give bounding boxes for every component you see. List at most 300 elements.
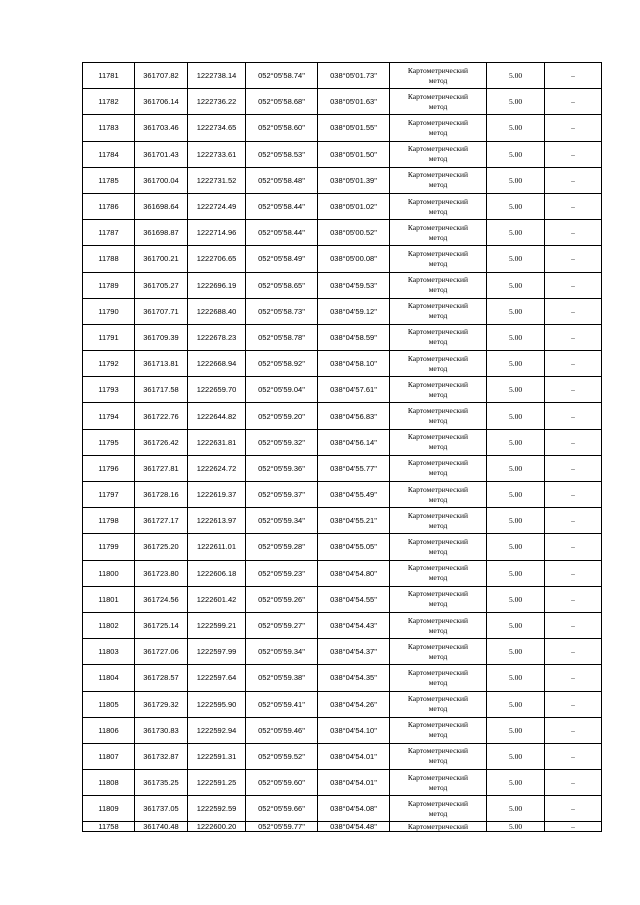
latitude-cell: 052°05'59.34": [246, 508, 318, 534]
latitude-cell: 052°05'59.27": [246, 612, 318, 638]
longitude-cell: 038°05'01.63": [318, 89, 390, 115]
x-coordinate-cell: 361740.48: [135, 822, 188, 832]
note-cell: –: [545, 612, 602, 638]
y-coordinate-cell: 1222678.23: [188, 324, 246, 350]
y-coordinate-cell: 1222738.14: [188, 63, 246, 89]
table-row: [83, 822, 602, 832]
longitude-cell: 038°04'55.05": [318, 534, 390, 560]
accuracy-cell: 5.00: [487, 377, 545, 403]
longitude-cell: 038°05'01.50": [318, 141, 390, 167]
latitude-cell: 052°05'59.36": [246, 455, 318, 481]
method-line-1: Картометрический: [407, 222, 469, 232]
x-coordinate-cell: 361727.81: [135, 455, 188, 481]
accuracy-cell: 5.00: [487, 665, 545, 691]
table-row: [83, 63, 602, 89]
accuracy-cell: 5.00: [487, 691, 545, 717]
table-row: [83, 717, 602, 743]
note-cell: –: [545, 403, 602, 429]
accuracy-cell: 5.00: [487, 612, 545, 638]
x-coordinate-cell: 361698.64: [135, 193, 188, 219]
method-cell: [390, 193, 487, 219]
longitude-cell: 038°04'54.01": [318, 743, 390, 769]
note-cell: –: [545, 220, 602, 246]
method-line-1: Картометрический: [407, 510, 469, 520]
longitude-cell: 038°04'56.83": [318, 403, 390, 429]
table-row: [83, 167, 602, 193]
point-number-cell: 11788: [83, 246, 135, 272]
method-line-1: Картометрический: [407, 432, 469, 442]
point-number-cell: 11795: [83, 429, 135, 455]
x-coordinate-cell: 361723.80: [135, 560, 188, 586]
x-coordinate-cell: 361717.58: [135, 377, 188, 403]
accuracy-cell: 5.00: [487, 482, 545, 508]
longitude-cell: 038°04'54.10": [318, 717, 390, 743]
accuracy-cell: 5.00: [487, 351, 545, 377]
latitude-cell: 052°05'59.26": [246, 586, 318, 612]
point-number-cell: 11798: [83, 508, 135, 534]
longitude-cell: 038°04'58.59": [318, 324, 390, 350]
method-line-1: Картометрический: [407, 301, 469, 311]
table-row: [83, 89, 602, 115]
latitude-cell: 052°05'58.53": [246, 141, 318, 167]
note-cell: –: [545, 508, 602, 534]
accuracy-cell: 5.00: [487, 63, 545, 89]
y-coordinate-cell: 1222714.96: [188, 220, 246, 246]
x-coordinate-cell: 361725.14: [135, 612, 188, 638]
table-row: [83, 743, 602, 769]
method-cell: [390, 115, 487, 141]
x-coordinate-cell: 361728.57: [135, 665, 188, 691]
method-line-2: метод: [428, 258, 448, 268]
method-line-1: Картометрический: [407, 484, 469, 494]
latitude-cell: 052°05'58.44": [246, 220, 318, 246]
note-cell: –: [545, 796, 602, 822]
method-line-2: метод: [428, 651, 448, 661]
point-number-cell: 11803: [83, 639, 135, 665]
x-coordinate-cell: 361707.71: [135, 298, 188, 324]
method-cell: [390, 534, 487, 560]
method-cell: [390, 743, 487, 769]
method-line-2: метод: [428, 520, 448, 530]
point-number-cell: 11806: [83, 717, 135, 743]
point-number-cell: 11786: [83, 193, 135, 219]
accuracy-cell: 5.00: [487, 770, 545, 796]
method-cell: [390, 822, 487, 832]
x-coordinate-cell: 361724.56: [135, 586, 188, 612]
y-coordinate-cell: 1222597.99: [188, 639, 246, 665]
latitude-cell: 052°05'59.32": [246, 429, 318, 455]
method-cell: [390, 220, 487, 246]
method-line-2: метод: [428, 75, 448, 85]
point-number-cell: 11807: [83, 743, 135, 769]
method-line-1: Картометрический: [407, 170, 469, 180]
y-coordinate-cell: 1222619.37: [188, 482, 246, 508]
longitude-cell: 038°05'00.52": [318, 220, 390, 246]
method-line-1: Картометрический: [407, 275, 469, 285]
x-coordinate-cell: 361701.43: [135, 141, 188, 167]
x-coordinate-cell: 361730.83: [135, 717, 188, 743]
accuracy-cell: 5.00: [487, 717, 545, 743]
x-coordinate-cell: 361713.81: [135, 351, 188, 377]
table-row: [83, 508, 602, 534]
method-cell: [390, 717, 487, 743]
method-line-2: метод: [428, 756, 448, 766]
longitude-cell: 038°04'54.37": [318, 639, 390, 665]
accuracy-cell: 5.00: [487, 272, 545, 298]
point-number-cell: 11805: [83, 691, 135, 717]
method-line-2: метод: [428, 285, 448, 295]
table-row: [83, 639, 602, 665]
point-number-cell: 11801: [83, 586, 135, 612]
latitude-cell: 052°05'58.74": [246, 63, 318, 89]
longitude-cell: 038°04'54.26": [318, 691, 390, 717]
longitude-cell: 038°04'58.10": [318, 351, 390, 377]
method-cell: [390, 508, 487, 534]
method-line-2: метод: [428, 782, 448, 792]
accuracy-cell: 5.00: [487, 796, 545, 822]
note-cell: –: [545, 822, 602, 832]
point-number-cell: 11800: [83, 560, 135, 586]
method-line-2: метод: [428, 337, 448, 347]
y-coordinate-cell: 1222606.18: [188, 560, 246, 586]
method-line-2: метод: [428, 494, 448, 504]
method-line-2: метод: [428, 442, 448, 452]
longitude-cell: 038°05'01.73": [318, 63, 390, 89]
y-coordinate-cell: 1222631.81: [188, 429, 246, 455]
method-cell: [390, 770, 487, 796]
method-cell: [390, 429, 487, 455]
method-line-2: метод: [428, 730, 448, 740]
point-number-cell: 11785: [83, 167, 135, 193]
table-row: [83, 220, 602, 246]
method-line-1: Картометрический: [407, 772, 469, 782]
method-cell: [390, 665, 487, 691]
note-cell: –: [545, 298, 602, 324]
note-cell: –: [545, 246, 602, 272]
method-line-2: метод: [428, 363, 448, 373]
method-line-1: Картометрический: [407, 746, 469, 756]
y-coordinate-cell: 1222591.25: [188, 770, 246, 796]
point-number-cell: 11792: [83, 351, 135, 377]
note-cell: –: [545, 639, 602, 665]
y-coordinate-cell: 1222736.22: [188, 89, 246, 115]
latitude-cell: 052°05'58.73": [246, 298, 318, 324]
y-coordinate-cell: 1222599.21: [188, 612, 246, 638]
accuracy-cell: 5.00: [487, 560, 545, 586]
x-coordinate-cell: 361709.39: [135, 324, 188, 350]
point-number-cell: 11789: [83, 272, 135, 298]
method-cell: [390, 89, 487, 115]
point-number-cell: 11796: [83, 455, 135, 481]
accuracy-cell: 5.00: [487, 429, 545, 455]
method-cell: [390, 586, 487, 612]
table-row: [83, 455, 602, 481]
latitude-cell: 052°05'59.23": [246, 560, 318, 586]
accuracy-cell: 5.00: [487, 403, 545, 429]
accuracy-cell: 5.00: [487, 534, 545, 560]
table-row: [83, 272, 602, 298]
note-cell: –: [545, 377, 602, 403]
latitude-cell: 052°05'59.41": [246, 691, 318, 717]
table-row: [83, 429, 602, 455]
y-coordinate-cell: 1222592.59: [188, 796, 246, 822]
point-number-cell: 11797: [83, 482, 135, 508]
accuracy-cell: 5.00: [487, 639, 545, 665]
y-coordinate-cell: 1222696.19: [188, 272, 246, 298]
method-line-2: метод: [428, 206, 448, 216]
note-cell: –: [545, 586, 602, 612]
method-line-2: метод: [428, 704, 448, 714]
accuracy-cell: 5.00: [487, 455, 545, 481]
method-line-2: метод: [428, 232, 448, 242]
note-cell: –: [545, 665, 602, 691]
y-coordinate-cell: 1222659.70: [188, 377, 246, 403]
table-row: [83, 691, 602, 717]
latitude-cell: 052°05'58.78": [246, 324, 318, 350]
note-cell: –: [545, 534, 602, 560]
x-coordinate-cell: 361729.32: [135, 691, 188, 717]
point-number-cell: 11809: [83, 796, 135, 822]
accuracy-cell: 5.00: [487, 193, 545, 219]
method-line-1: Картометрический: [407, 667, 469, 677]
accuracy-cell: 5.00: [487, 246, 545, 272]
method-cell: [390, 324, 487, 350]
accuracy-cell: 5.00: [487, 586, 545, 612]
accuracy-cell: 5.00: [487, 167, 545, 193]
table-row: [83, 115, 602, 141]
y-coordinate-cell: 1222644.82: [188, 403, 246, 429]
method-line-1: Картометрический: [407, 65, 469, 75]
note-cell: –: [545, 324, 602, 350]
method-line-2: метод: [428, 599, 448, 609]
method-line-2: метод: [428, 808, 448, 818]
latitude-cell: 052°05'58.65": [246, 272, 318, 298]
note-cell: –: [545, 482, 602, 508]
longitude-cell: 038°04'54.43": [318, 612, 390, 638]
y-coordinate-cell: 1222734.65: [188, 115, 246, 141]
longitude-cell: 038°04'54.55": [318, 586, 390, 612]
y-coordinate-cell: 1222731.52: [188, 167, 246, 193]
point-number-cell: 11782: [83, 89, 135, 115]
method-cell: [390, 141, 487, 167]
method-line-1: Картометрический: [407, 615, 469, 625]
note-cell: –: [545, 429, 602, 455]
table-row: [83, 560, 602, 586]
note-cell: –: [545, 351, 602, 377]
point-number-cell: 11808: [83, 770, 135, 796]
point-number-cell: 11781: [83, 63, 135, 89]
table-body: [83, 63, 602, 832]
method-line-2: метод: [428, 677, 448, 687]
note-cell: –: [545, 167, 602, 193]
longitude-cell: 038°04'57.61": [318, 377, 390, 403]
y-coordinate-cell: 1222592.94: [188, 717, 246, 743]
method-line-2: метод: [428, 389, 448, 399]
note-cell: –: [545, 455, 602, 481]
method-line-1: Картометрический: [407, 248, 469, 258]
longitude-cell: 038°04'59.12": [318, 298, 390, 324]
x-coordinate-cell: 361700.04: [135, 167, 188, 193]
point-number-cell: 11791: [83, 324, 135, 350]
accuracy-cell: 5.00: [487, 220, 545, 246]
accuracy-cell: 5.00: [487, 743, 545, 769]
table-row: [83, 796, 602, 822]
method-cell: [390, 455, 487, 481]
method-line-1: Картометрический: [407, 720, 469, 730]
note-cell: –: [545, 717, 602, 743]
method-line-2: метод: [428, 546, 448, 556]
method-cell: [390, 560, 487, 586]
method-cell: [390, 167, 487, 193]
accuracy-cell: 5.00: [487, 141, 545, 167]
latitude-cell: 052°05'59.34": [246, 639, 318, 665]
method-line-1: Картометрический: [407, 117, 469, 127]
method-cell: [390, 612, 487, 638]
x-coordinate-cell: 361707.82: [135, 63, 188, 89]
y-coordinate-cell: 1222706.65: [188, 246, 246, 272]
point-number-cell: 11804: [83, 665, 135, 691]
method-line-1: Картометрический: [407, 589, 469, 599]
y-coordinate-cell: 1222601.42: [188, 586, 246, 612]
point-number-cell: 11793: [83, 377, 135, 403]
y-coordinate-cell: 1222733.61: [188, 141, 246, 167]
method-cell: [390, 403, 487, 429]
latitude-cell: 052°05'58.49": [246, 246, 318, 272]
accuracy-cell: 5.00: [487, 822, 545, 832]
latitude-cell: 052°05'59.37": [246, 482, 318, 508]
y-coordinate-cell: 1222668.94: [188, 351, 246, 377]
method-cell: [390, 272, 487, 298]
note-cell: –: [545, 141, 602, 167]
x-coordinate-cell: 361728.16: [135, 482, 188, 508]
latitude-cell: 052°05'59.66": [246, 796, 318, 822]
method-line-2: метод: [428, 154, 448, 164]
note-cell: –: [545, 115, 602, 141]
longitude-cell: 038°04'54.01": [318, 770, 390, 796]
method-line-1: Картометрический: [407, 379, 469, 389]
table-row: [83, 612, 602, 638]
method-cell: [390, 639, 487, 665]
latitude-cell: 052°05'59.52": [246, 743, 318, 769]
method-line-1: Картометрический: [407, 91, 469, 101]
latitude-cell: 052°05'59.46": [246, 717, 318, 743]
method-line-1: Картометрический: [407, 196, 469, 206]
table-row: [83, 482, 602, 508]
table-row: [83, 586, 602, 612]
method-line-1: Картометрический: [407, 641, 469, 651]
table-row: [83, 770, 602, 796]
method-cell: [390, 796, 487, 822]
longitude-cell: 038°04'54.08": [318, 796, 390, 822]
method-line-1: Картометрический: [407, 536, 469, 546]
method-line-2: метод: [428, 311, 448, 321]
point-number-cell: 11794: [83, 403, 135, 429]
point-number-cell: 11783: [83, 115, 135, 141]
method-line-2: метод: [428, 127, 448, 137]
method-line-2: метод: [428, 416, 448, 426]
method-line-1: Картометрический: [407, 327, 469, 337]
method-line-2: метод: [428, 573, 448, 583]
table-row: [83, 246, 602, 272]
table-row: [83, 403, 602, 429]
point-number-cell: 11799: [83, 534, 135, 560]
x-coordinate-cell: 361727.17: [135, 508, 188, 534]
latitude-cell: 052°05'59.04": [246, 377, 318, 403]
method-cell: [390, 63, 487, 89]
method-line-2: метод: [428, 101, 448, 111]
point-number-cell: 11758: [83, 822, 135, 832]
longitude-cell: 038°04'56.14": [318, 429, 390, 455]
y-coordinate-cell: 1222724.49: [188, 193, 246, 219]
table-row: [83, 665, 602, 691]
x-coordinate-cell: 361726.42: [135, 429, 188, 455]
longitude-cell: 038°05'01.39": [318, 167, 390, 193]
method-line-1: Картометрический: [407, 353, 469, 363]
longitude-cell: 038°05'01.02": [318, 193, 390, 219]
x-coordinate-cell: 361700.21: [135, 246, 188, 272]
longitude-cell: 038°04'54.80": [318, 560, 390, 586]
latitude-cell: 052°05'58.92": [246, 351, 318, 377]
latitude-cell: 052°05'58.60": [246, 115, 318, 141]
table-row: [83, 351, 602, 377]
y-coordinate-cell: 1222597.64: [188, 665, 246, 691]
accuracy-cell: 5.00: [487, 115, 545, 141]
coordinates-table: [82, 62, 602, 832]
y-coordinate-cell: 1222591.31: [188, 743, 246, 769]
accuracy-cell: 5.00: [487, 89, 545, 115]
table-row: [83, 141, 602, 167]
longitude-cell: 038°04'55.21": [318, 508, 390, 534]
method-line-1: Картометрический: [407, 144, 469, 154]
y-coordinate-cell: 1222624.72: [188, 455, 246, 481]
longitude-cell: 038°04'55.77": [318, 455, 390, 481]
table-row: [83, 324, 602, 350]
latitude-cell: 052°05'58.44": [246, 193, 318, 219]
x-coordinate-cell: 361698.87: [135, 220, 188, 246]
x-coordinate-cell: 361732.87: [135, 743, 188, 769]
longitude-cell: 038°05'01.55": [318, 115, 390, 141]
method-line-1: Картометрический: [407, 563, 469, 573]
accuracy-cell: 5.00: [487, 324, 545, 350]
method-cell: [390, 351, 487, 377]
method-line-2: метод: [428, 180, 448, 190]
x-coordinate-cell: 361727.06: [135, 639, 188, 665]
latitude-cell: 052°05'59.60": [246, 770, 318, 796]
method-cell: [390, 377, 487, 403]
table-row: [83, 298, 602, 324]
longitude-cell: 038°05'00.08": [318, 246, 390, 272]
method-line-1: Картометрический: [407, 822, 469, 832]
table-row: [83, 193, 602, 219]
method-line-1: Картометрический: [407, 798, 469, 808]
longitude-cell: 038°04'54.48": [318, 822, 390, 832]
latitude-cell: 052°05'58.48": [246, 167, 318, 193]
method-line-1: Картометрический: [407, 694, 469, 704]
x-coordinate-cell: 361705.27: [135, 272, 188, 298]
note-cell: –: [545, 272, 602, 298]
point-number-cell: 11790: [83, 298, 135, 324]
note-cell: –: [545, 63, 602, 89]
x-coordinate-cell: 361722.76: [135, 403, 188, 429]
table-row: [83, 377, 602, 403]
note-cell: –: [545, 89, 602, 115]
x-coordinate-cell: 361735.25: [135, 770, 188, 796]
method-line-1: Картометрический: [407, 406, 469, 416]
method-cell: [390, 691, 487, 717]
latitude-cell: 052°05'59.28": [246, 534, 318, 560]
x-coordinate-cell: 361706.14: [135, 89, 188, 115]
table-row: [83, 534, 602, 560]
